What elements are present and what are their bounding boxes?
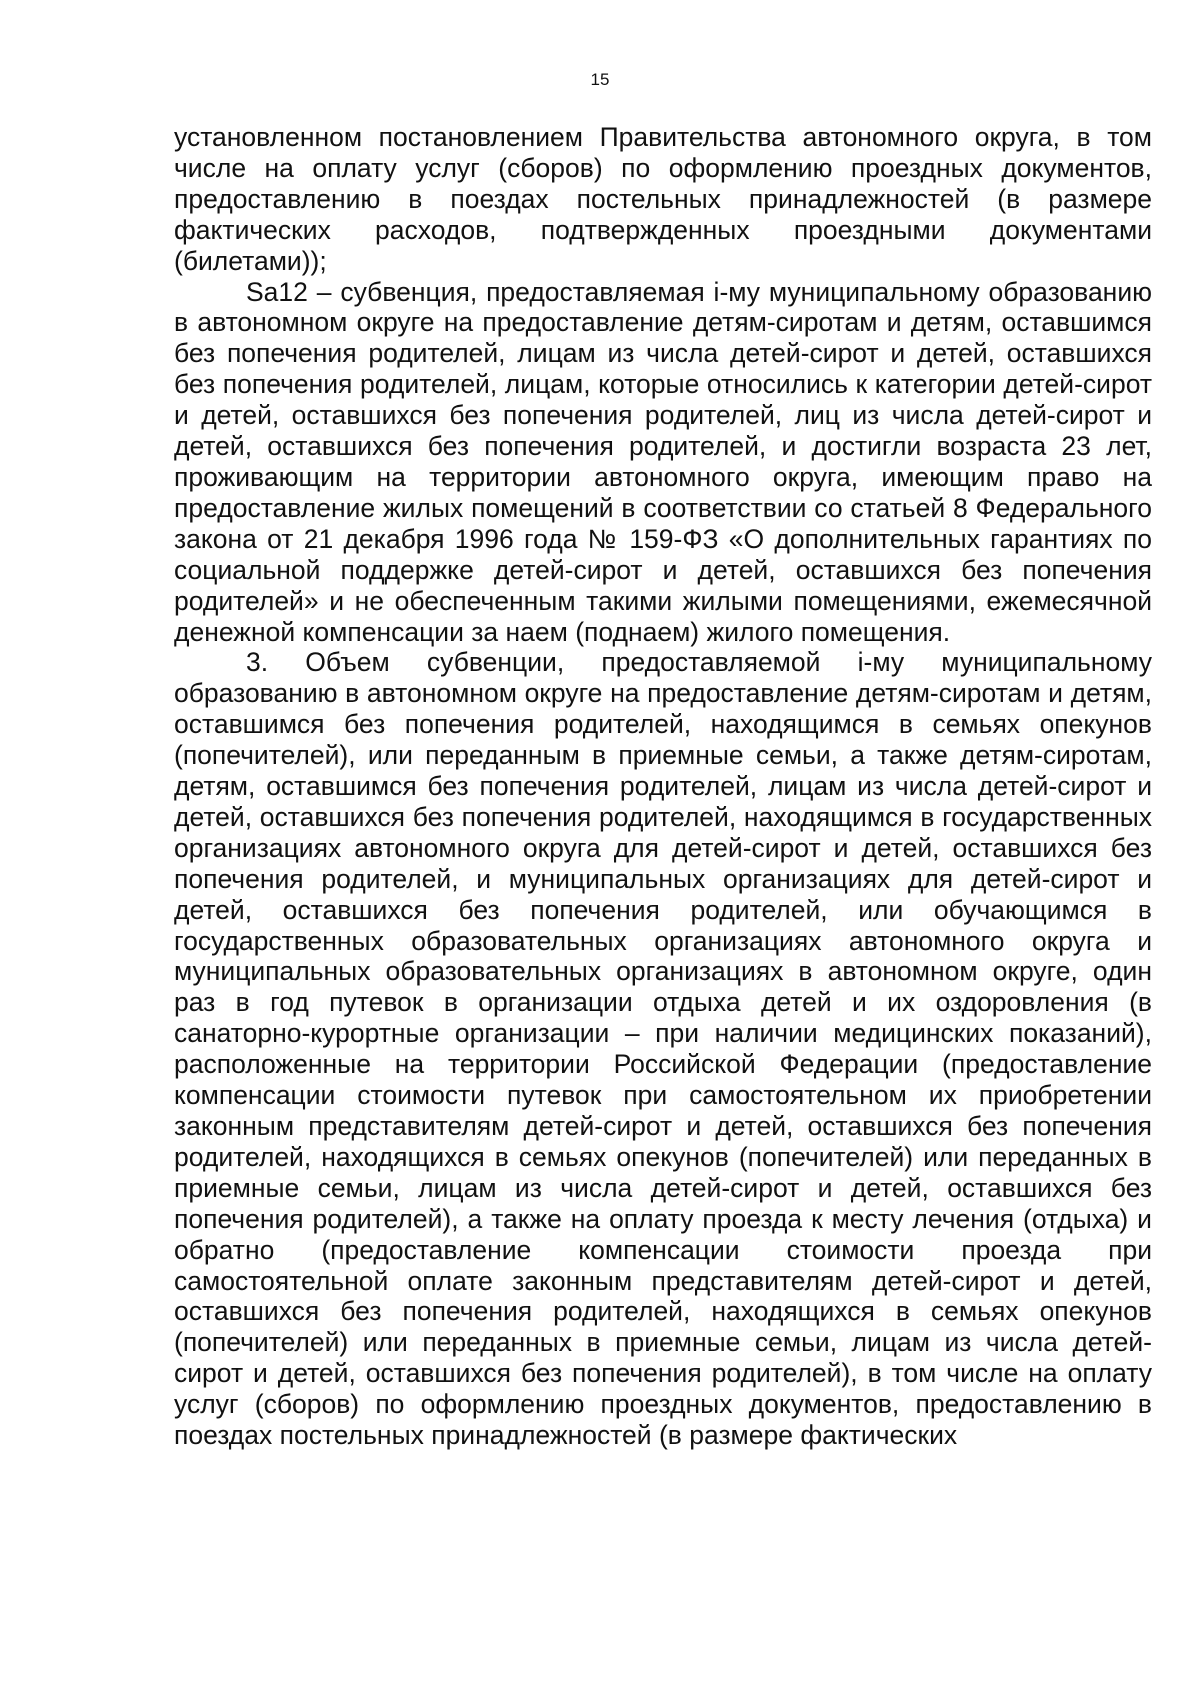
- paragraph-continuation: установленном постановлением Правительства автономного округа, в том числе на оплату услуг (сборов) по оформлению проездных документов, предоставлению в поездах постельных принадлежностей (в размере фактических расходов, подтвержденных проездными документами (билетами));: [174, 122, 1152, 276]
- document-body: [174, 122, 1152, 1451]
- paragraph-sa12-definition: Sa12 – субвенция, предоставляемая i-му муниципальному образованию в автономном округе на предоставление детям-сиротам и детям, оставшимся без попечения родителей, лицам из числа детей-сирот и детей, оставшихся без попечения родителей, лицам, которые относились к категории детей-сирот и детей, оставшихся без попечения родителей, лиц из числа детей-сирот и детей, оставшихся без попечения родителей, и достигли возраста 23 лет, проживающим на территории автономного округа, имеющим право на предоставление жилых помещений в соответствии со статьей 8 Федерального закона от 21 декабря 1996 года № 159-ФЗ «О дополнительных гарантиях по социальной поддержке детей-сирот и детей, оставшихся без попечения родителей» и не обеспеченным такими жилыми помещениями, ежемесячной денежной компенсации за наем (поднаем) жилого помещения.: [174, 276, 1152, 647]
- page-number: 15: [590, 70, 610, 89]
- paragraph-item-3: 3. Объем субвенции, предоставляемой i-му муниципальному образованию в автономном округе на предоставление детям-сиротам и детям, оставшимся без попечения родителей, находящимся в семьях опекунов (попечителей), или переданным в приемные семьи, а также детям-сиротам, детям, оставшимся без попечения родителей, лицам из числа детей-сирот и детей, оставшихся без попечения родителей, находящимся в государственных организациях автономного округа для детей-сирот и детей, оставшихся без попечения родителей, и муниципальных организациях для детей-сирот и детей, оставшихся без попечения родителей, или обучающимся в государственных образовательных организациях автономного округа и муниципальных образовательных организациях в автономном округе, один раз в год путевок в организации отдыха детей и их оздоровления (в санаторно-курортные организации – при наличии медицинских показаний), расположенные на территории Российской Федерации (предоставление компенсации стоимости путевок при самостоятельном их приобретении законным представителям детей-сирот и детей, оставшихся без попечения родителей, находящихся в семьях опекунов (попечителей) или переданных в приемные семьи, лицам из числа детей-сирот и детей, оставшихся без попечения родителей), а также на оплату проезда к месту лечения (отдыха) и обратно (предоставление компенсации стоимости проезда при самостоятельной оплате законным представителям детей-сирот и детей, оставшихся без попечения родителей, находящихся в семьях опекунов (попечителей) или переданных в приемные семьи, лицам из числа детей-сирот и детей, оставшихся без попечения родителей), в том числе на оплату услуг (сборов) по оформлению проездных документов, предоставлению в поездах постельных принадлежностей (в размере фактических: [174, 647, 1152, 1451]
